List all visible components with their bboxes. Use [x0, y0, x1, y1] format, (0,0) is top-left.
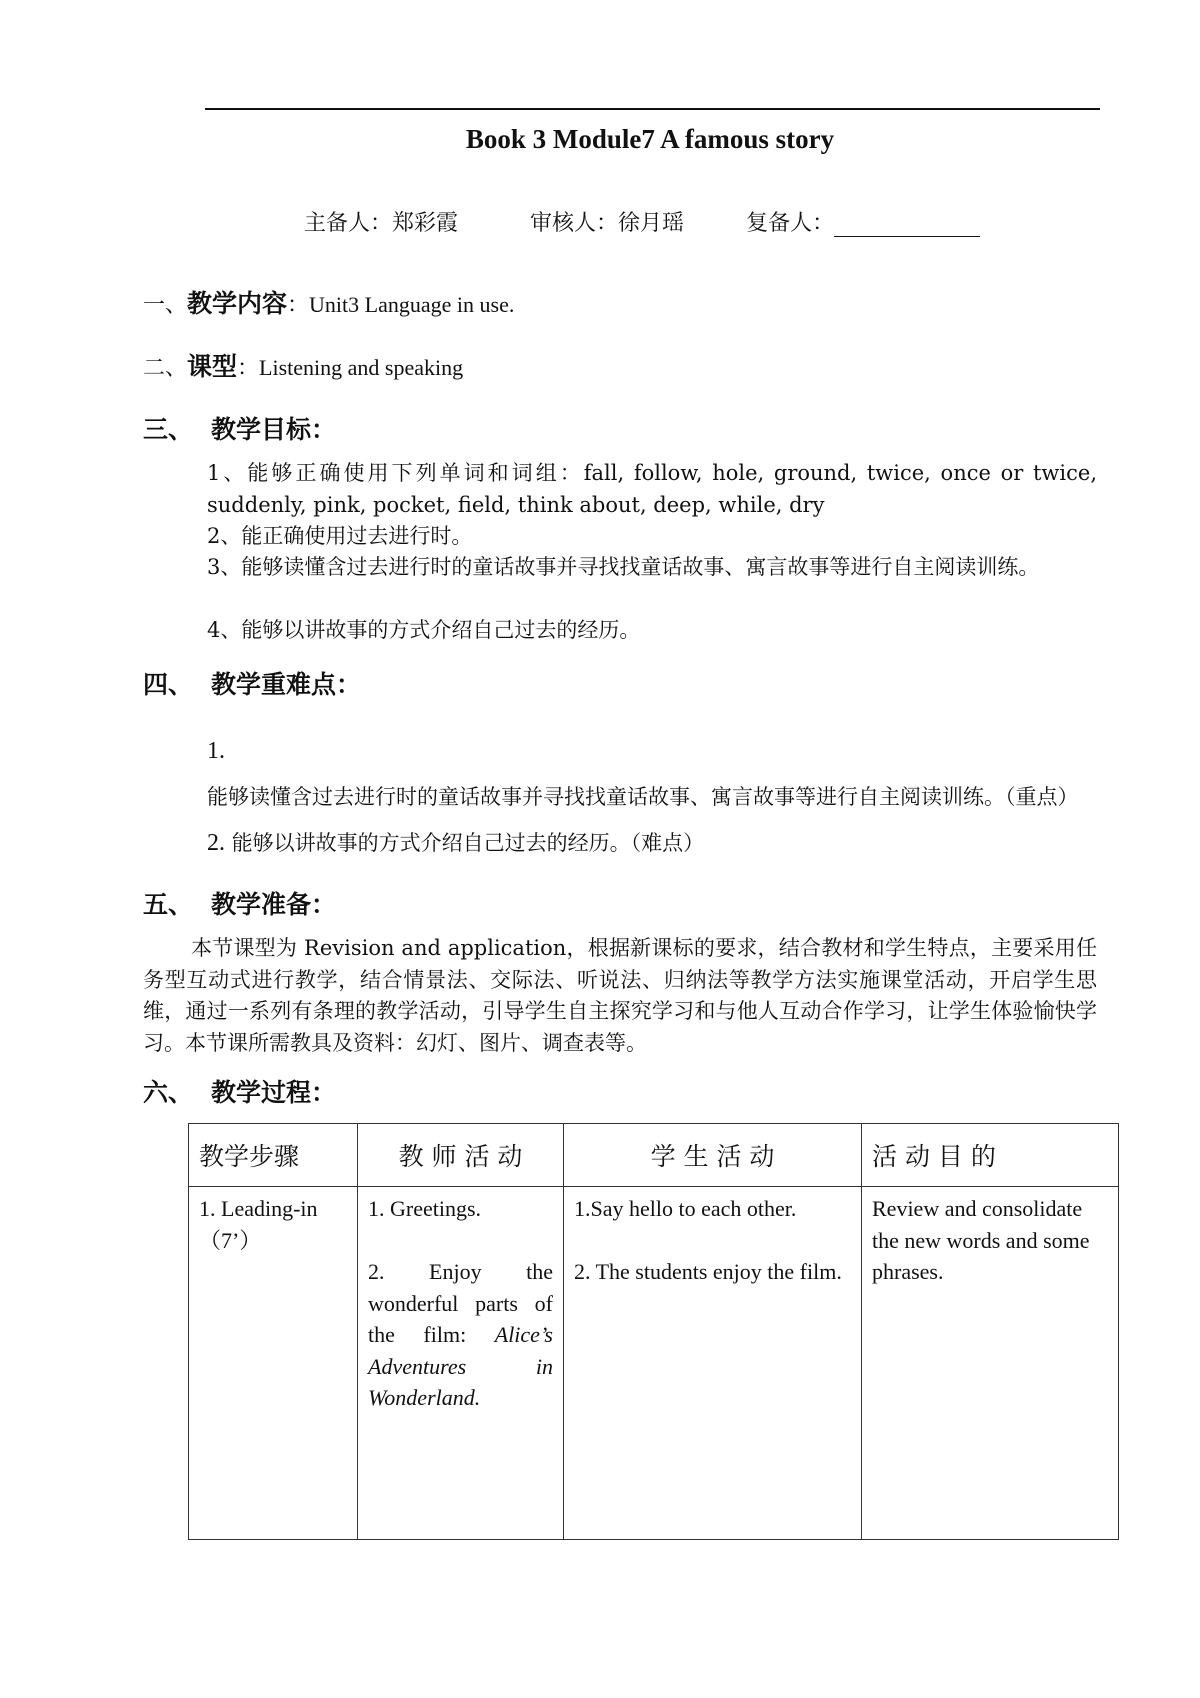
goal-item: 2、能正确使用过去进行时。 [207, 524, 473, 548]
section-process [143, 1073, 336, 1109]
preparation-text: 本节课型为 Revision and application，根据新课标的要求，结合教材和学生特点，主要采用任务型互动式进行教学，结合情景法、交际法、听说法、归纳法等教学方法实施课堂活动，开启学生思维，通过一系列有条理的教学活动，引导学生自主探究学习和与他人互动合作学习，让学生体验愉快学习。本节课所需教具及资料：幻灯、图片、调查表等。 [143, 936, 1097, 1055]
section-preparation [143, 885, 336, 921]
step-time: （7’） [199, 1227, 262, 1253]
co-preparer-label: 复备人： [746, 211, 835, 236]
section-number: 五、 [143, 890, 194, 919]
difficulty-item [207, 728, 1097, 820]
section-heading: 教学过程： [211, 1078, 337, 1107]
section-number: 二、 [143, 356, 188, 381]
difficulty-text: 能够读懂含过去进行时的童话故事并寻找找童话故事、寓言故事等进行自主阅读训练。（重点） [207, 785, 1079, 809]
cell-purpose [862, 1187, 1119, 1540]
cell-student [564, 1187, 862, 1540]
section-type [143, 347, 463, 383]
student-activity-1: 1.Say hello to each other. [574, 1196, 797, 1221]
difficulty-number: 2. [207, 830, 225, 856]
header-step: 教学步骤 [189, 1124, 358, 1187]
section-heading: 教学目标： [211, 415, 337, 444]
difficulty-text: 能够以讲故事的方式介绍自己过去的经历。（难点） [231, 831, 705, 855]
section-difficulties [143, 665, 361, 701]
cell-teacher [358, 1187, 564, 1540]
reviewer-name: 徐月瑶 [618, 211, 685, 236]
main-preparer-name: 郑彩霞 [392, 211, 459, 236]
header-rule [205, 108, 1100, 110]
goal-item: 3、能够读懂含过去进行时的童话故事并寻找找童话故事、寓言故事等进行自主阅读训练。 [207, 555, 1040, 579]
header-purpose: 活 动 目 的 [862, 1124, 1119, 1187]
activity-purpose: Review and consolidate the new words and some phrases. [872, 1196, 1090, 1284]
section-number: 六、 [143, 1078, 194, 1107]
table-header-row [189, 1124, 1119, 1187]
table-row [189, 1187, 1119, 1540]
section-heading: 教学内容 [187, 289, 288, 318]
co-preparer-blank [834, 212, 980, 237]
section-heading: 教学准备： [211, 890, 337, 919]
section-colon: ： [237, 356, 260, 381]
section-heading: 教学重难点： [211, 670, 362, 699]
section-value: Unit3 Language in use. [309, 292, 515, 317]
film-title: Alice’s Adventures in Wonderland. [368, 1322, 553, 1410]
difficulty-number: 1. [207, 738, 225, 764]
preparers-line [304, 206, 980, 237]
reviewer-label: 审核人： [530, 211, 619, 236]
section-number: 一、 [143, 293, 188, 318]
document-title: Book 3 Module7 A famous story [465, 124, 835, 154]
section-colon: ： [287, 293, 310, 318]
student-activity-2: 2. The students enjoy the film. [574, 1259, 842, 1284]
teacher-activity-2-text: 2. Enjoy the wonderful parts of the film: [368, 1259, 553, 1347]
section-number: 四、 [143, 670, 194, 699]
difficulty-item [207, 820, 1097, 866]
header-student: 学 生 活 动 [564, 1124, 862, 1187]
teacher-activity-1: 1. Greetings. [368, 1196, 482, 1221]
main-preparer-label: 主备人： [304, 211, 393, 236]
teacher-activity-2 [368, 1256, 553, 1414]
goal-item: 4、能够以讲故事的方式介绍自己过去的经历。 [207, 618, 641, 642]
section-content [143, 284, 514, 320]
header-teacher: 教 师 活 动 [358, 1124, 564, 1187]
section-number: 三、 [143, 415, 194, 444]
process-table [188, 1123, 1119, 1540]
section-goals [143, 410, 336, 446]
section-value: Listening and speaking [259, 355, 464, 380]
step-name: 1. Leading-in [199, 1196, 318, 1221]
section-heading: 课型 [187, 352, 238, 381]
cell-step [189, 1187, 358, 1540]
goal-item: 1、能够正确使用下列单词和词组：fall, follow, hole, ground, twice, once or twice, suddenly, pink, pocket, field, think about, deep, while, dry [207, 461, 1097, 517]
